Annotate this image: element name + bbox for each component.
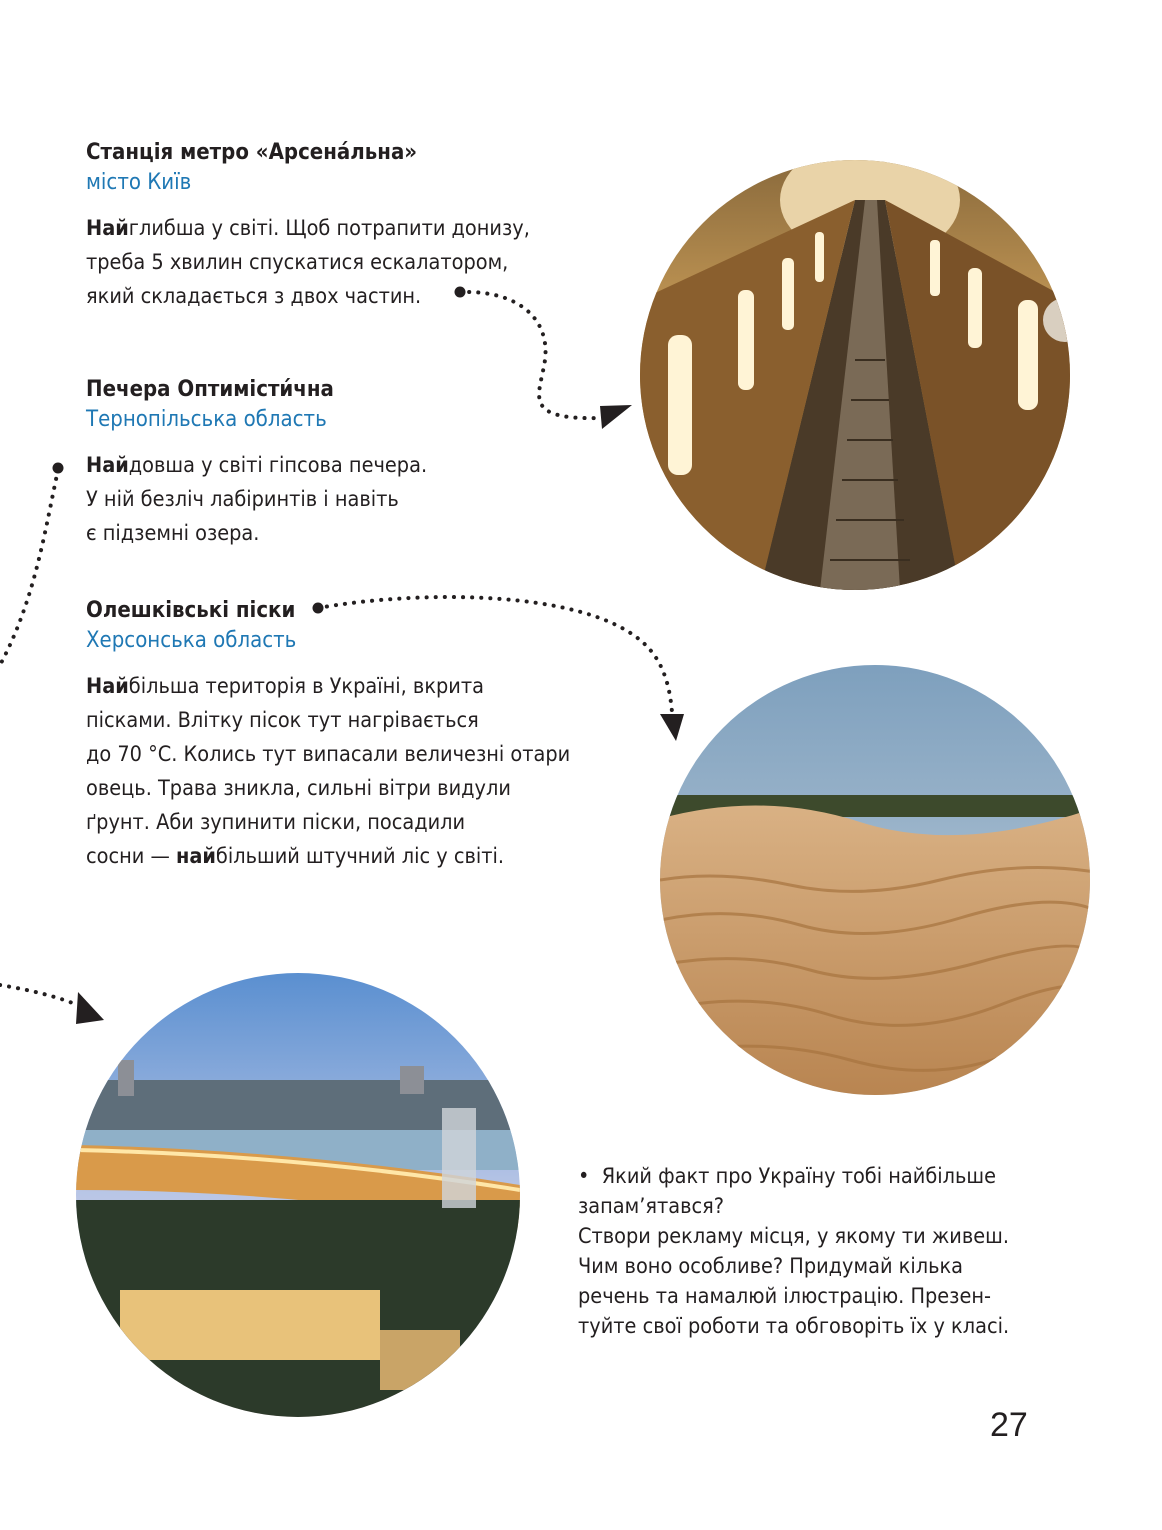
place-location: місто Київ: [86, 170, 192, 195]
oleshky-sands-photo: [655, 660, 1095, 1100]
question-line: Який факт про Україну тобі найбільше: [601, 1164, 996, 1189]
description-line: є підземні озера.: [86, 521, 260, 546]
assignment-question: [578, 1162, 1048, 1342]
dotted-connector-4: [0, 985, 75, 1004]
dam-night-photo: [76, 973, 520, 1420]
metro-escalator-photo: [640, 140, 1087, 590]
description-line: глибша у світі. Щоб потрапити донизу,: [128, 216, 530, 241]
question-line: Чим воно особливе? Придумай кілька: [578, 1254, 964, 1279]
question-line: речень та намалюй ілюстрацію. Презен-: [578, 1284, 992, 1309]
description-line: треба 5 хвилин спускатися ескалатором,: [86, 250, 509, 275]
description-line: більша територія в Україні, вкрита: [128, 674, 484, 699]
place-description: [86, 449, 606, 551]
place-title: Олешківські піски: [86, 598, 296, 623]
dotted-connector-2: [0, 470, 58, 665]
description-line: ґрунт. Аби зупинити піски, посадили: [86, 810, 466, 835]
description-line: більший штучний ліс у світі.: [215, 844, 505, 869]
place-title: Станція метро «Арсена́льна»: [86, 140, 418, 165]
description-line: пісками. Влітку пісок тут нагрівається: [86, 708, 479, 733]
description-line: сосни —: [86, 844, 176, 869]
place-description: [86, 212, 606, 314]
description-line: до 70 °С. Колись тут випасали величезні отари: [86, 742, 571, 767]
description-line: овець. Трава зникла, сильні вітри видули: [86, 776, 511, 801]
description-line: який складається з двох частин.: [86, 284, 422, 309]
bold-prefix: Най: [86, 216, 129, 241]
arrow-head-3: [76, 992, 104, 1024]
place-oleshky-sands: [86, 596, 606, 874]
bold-prefix: Най: [86, 674, 129, 699]
page-number: 27: [990, 1406, 1028, 1444]
question-line: запам’ятався?: [578, 1194, 725, 1219]
arrow-head-2: [660, 714, 684, 741]
bold-prefix: Най: [86, 453, 129, 478]
place-location: Тернопільська область: [86, 407, 327, 432]
description-line: довша у світі гіпсова печера.: [128, 453, 428, 478]
question-line: Створи рекламу місця, у якому ти живеш.: [578, 1224, 1009, 1249]
place-title: Печера Оптимісти́чна: [86, 377, 334, 402]
description-line: У ній безліч лабіринтів і навіть: [86, 487, 399, 512]
place-description: [86, 670, 606, 874]
bullet: •: [578, 1164, 590, 1189]
bold-word: най: [175, 844, 216, 869]
place-metro-arsenalna: [86, 138, 606, 314]
question-line: туйте свої роботи та обговоріть їх у класі.: [578, 1314, 1010, 1339]
place-location: Херсонська область: [86, 628, 297, 653]
place-optymistychna-cave: [86, 375, 606, 551]
